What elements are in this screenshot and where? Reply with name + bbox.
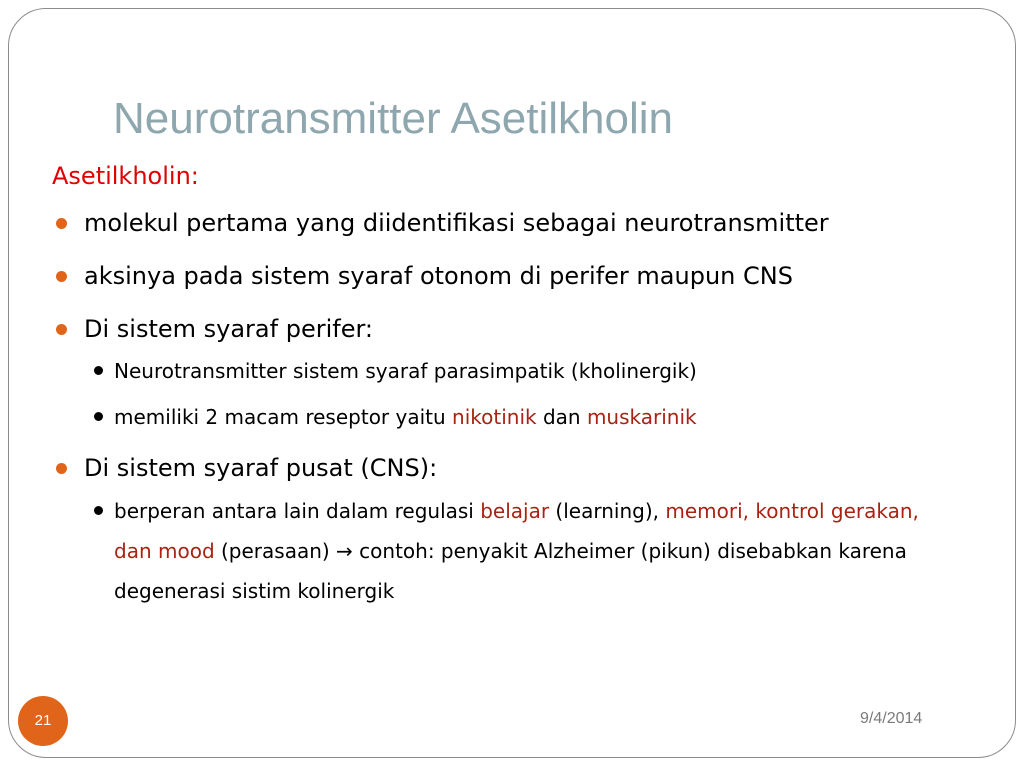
slide-date: 9/4/2014 [860, 710, 923, 727]
sub-bullet-text: berperan antara lain dalam regulasi [114, 499, 481, 523]
sub-bullet-dot-icon [94, 366, 103, 375]
sub-bullet-perifer-2 [114, 402, 952, 433]
bullet-text: molekul pertama yang diidentifikasi sebagai neurotransmitter [84, 209, 829, 237]
sub-bullet-text: memiliki 2 macam reseptor yaitu [114, 405, 453, 429]
sub-bullet-text: dan [536, 405, 587, 429]
bullet-dot-icon [56, 463, 67, 474]
sub-bullet-cns-1 [114, 491, 934, 611]
bullet-text: Di sistem syaraf pusat (CNS): [84, 454, 438, 482]
sub-bullet-dot-icon [94, 506, 103, 515]
bullet-item-2 [52, 259, 952, 293]
term-belajar: belajar [480, 499, 550, 523]
sub-bullet-text: (perasaan) [214, 539, 337, 563]
arrow-right-icon: → [336, 539, 353, 563]
term-nikotinik: nikotinik [452, 405, 537, 429]
term-memori-kontrol-mood: memori, kontrol gerakan, dan mood [114, 499, 919, 563]
sub-bullet-text: contoh: penyakit Alzheimer (pikun) disebabkan karena degenerasi sistim kolinergik [114, 539, 907, 603]
sub-bullet-perifer-1 [114, 356, 952, 387]
page-number-badge: 21 [18, 696, 68, 746]
sub-bullet-dot-icon [94, 412, 103, 421]
bullet-dot-icon [56, 324, 67, 335]
bullet-text: Di sistem syaraf perifer: [84, 315, 373, 343]
bullet-item-3 [52, 312, 952, 346]
sub-bullet-text: (learning), [549, 499, 666, 523]
bullet-item-4 [52, 451, 952, 485]
bullet-dot-icon [56, 271, 67, 282]
sub-bullet-text: Neurotransmitter sistem syaraf parasimpatik (kholinergik) [114, 359, 697, 383]
bullet-dot-icon [56, 218, 67, 229]
slide-body [52, 156, 952, 626]
bullet-item-1 [52, 206, 952, 240]
term-muskarinik: muskarinik [586, 405, 697, 429]
bullet-text: aksinya pada sistem syaraf otonom di perifer maupun CNS [84, 262, 793, 290]
section-heading: Asetilkholin: [52, 162, 199, 190]
slide-title: Neurotransmitter Asetilkholin [113, 94, 674, 143]
